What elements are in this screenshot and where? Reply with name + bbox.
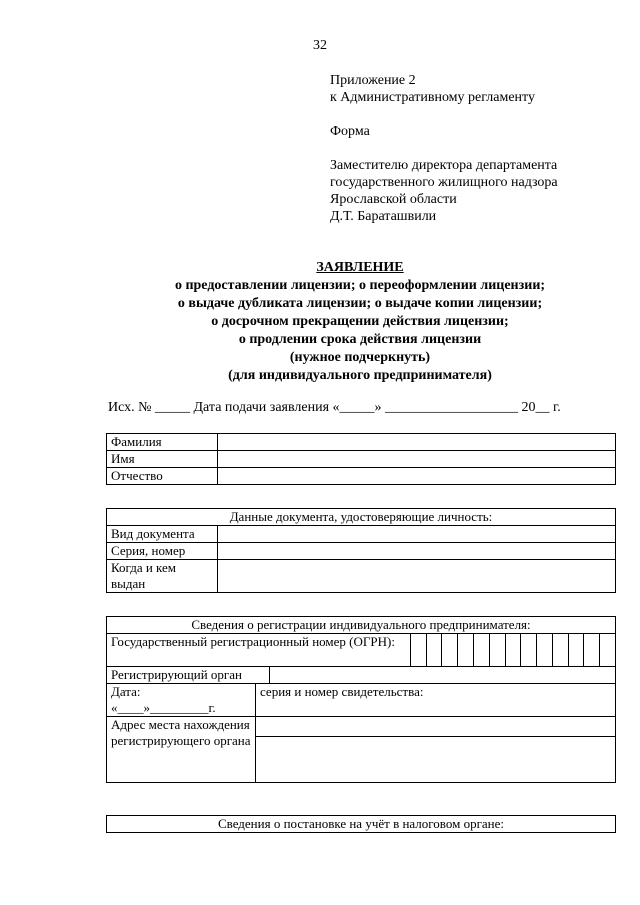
registration-table: [106, 616, 616, 783]
outgoing-number-line[interactable]: Исх. № _____ Дата подачи заявления «_____» ___________________ 20__ г.: [108, 400, 561, 415]
title-line: о предоставлении лицензии; о переоформлении лицензии;: [174, 278, 546, 293]
doc-type-field[interactable]: [218, 526, 616, 543]
reg-date-cell[interactable]: [107, 684, 256, 717]
doc-series-field[interactable]: [218, 543, 616, 560]
title-line: (для индивидуального предпринимателя): [228, 368, 492, 383]
header-line: Д.Т. Бараташвили: [330, 209, 437, 224]
ogrn-digit-cell[interactable]: [600, 634, 615, 666]
cert-number-label: серия и номер свидетельства:: [260, 684, 424, 699]
identity-doc-table: [106, 508, 616, 593]
patronymic-label: Отчество: [107, 468, 218, 485]
ogrn-digit-cell[interactable]: [584, 634, 600, 666]
title-line: (нужное подчеркнуть): [289, 350, 431, 365]
reg-organ-label: Регистрирующий орган: [107, 667, 270, 683]
ogrn-digit-cell[interactable]: [505, 634, 521, 666]
reg-organ-field[interactable]: [270, 667, 616, 683]
ogrn-digit-cell[interactable]: [568, 634, 584, 666]
ogrn-label: Государственный регистрационный номер (ОГРН):: [107, 634, 410, 666]
surname-label: Фамилия: [107, 434, 218, 451]
title-line: о продлении срока действия лицензии: [238, 332, 482, 347]
ogrn-digit-cell[interactable]: [552, 634, 568, 666]
ogrn-digit-cell[interactable]: [410, 634, 426, 666]
identity-doc-header: Данные документа, удостоверяющие личность:: [107, 509, 616, 526]
doc-issued-field[interactable]: [218, 560, 616, 593]
tax-table: [106, 815, 616, 833]
header-line: Форма: [330, 124, 370, 139]
ogrn-digit-cell[interactable]: [537, 634, 553, 666]
title-line: о выдаче дубликата лицензии; о выдаче копии лицензии;: [177, 296, 543, 311]
patronymic-field[interactable]: [218, 468, 616, 485]
page-number: 32: [313, 38, 327, 53]
reg-address-field-1[interactable]: [256, 717, 615, 737]
ogrn-digit-cell[interactable]: [521, 634, 537, 666]
tax-header: Сведения о постановке на учёт в налоговом органе:: [107, 816, 616, 833]
surname-field[interactable]: [218, 434, 616, 451]
name-table: [106, 433, 616, 485]
header-line: Приложение 2: [330, 73, 416, 88]
header-line: Ярославской области: [330, 192, 457, 207]
ogrn-digit-cell[interactable]: [426, 634, 442, 666]
ogrn-digit-cell[interactable]: [489, 634, 505, 666]
header-line: Заместителю директора департамента: [330, 158, 558, 173]
ogrn-digit-cell[interactable]: [442, 634, 458, 666]
name-label: Имя: [107, 451, 218, 468]
cert-number-cell[interactable]: [256, 684, 616, 717]
title-line: о досрочном прекращении действия лицензии;: [211, 314, 509, 329]
doc-type-label: Вид документа: [107, 526, 218, 543]
header-line: к Административному регламенту: [330, 90, 535, 105]
reg-date-label: Дата:: [111, 684, 141, 699]
reg-address-label: Адрес места нахождения регистрирующего органа: [107, 717, 256, 783]
addressee-block: [330, 72, 558, 225]
header-line: государственного жилищного надзора: [330, 175, 558, 190]
form-title: [60, 259, 640, 385]
reg-address-field-2[interactable]: [256, 737, 615, 782]
name-field[interactable]: [218, 451, 616, 468]
ogrn-digit-cell[interactable]: [458, 634, 474, 666]
registration-header: Сведения о регистрации индивидуального предпринимателя:: [107, 617, 616, 634]
doc-series-label: Серия, номер: [107, 543, 218, 560]
doc-issued-label: Когда и кем выдан: [107, 560, 218, 593]
reg-date-line: «____»_________г.: [111, 700, 216, 715]
ogrn-digit-cell[interactable]: [473, 634, 489, 666]
title-heading: ЗАЯВЛЕНИЕ: [316, 260, 404, 275]
